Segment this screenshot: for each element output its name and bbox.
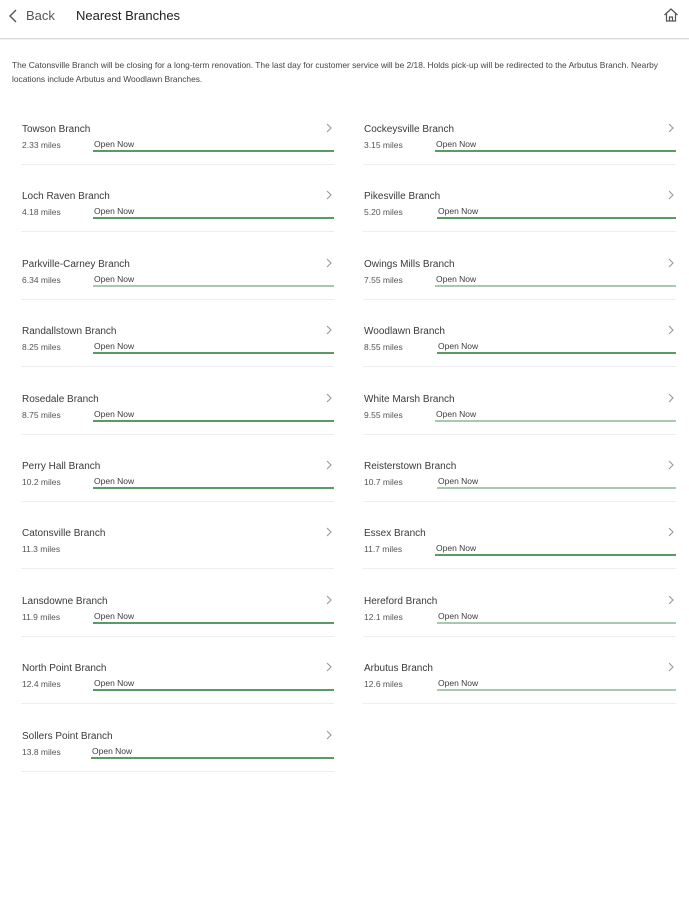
branch-row[interactable]: [21, 715, 334, 772]
branch-status: Open Now: [435, 543, 676, 556]
chevron-right-icon: [668, 190, 674, 200]
branch-distance: 5.20 miles: [364, 207, 403, 218]
branch-name: North Point Branch: [22, 663, 107, 675]
branch-distance: 12.4 miles: [22, 679, 61, 690]
branch-row[interactable]: [363, 512, 676, 569]
branch-name: Essex Branch: [364, 528, 426, 540]
chevron-right-icon: [326, 730, 332, 740]
branch-row[interactable]: [363, 108, 676, 165]
branch-distance: 10.7 miles: [364, 477, 403, 487]
branch-distance: 11.7 miles: [364, 544, 403, 555]
chevron-right-icon: [668, 325, 674, 335]
branch-distance: 9.55 miles: [364, 409, 403, 420]
branch-name: White Marsh Branch: [364, 393, 455, 405]
branch-name: Hereford Branch: [364, 595, 438, 607]
chevron-right-icon: [668, 393, 674, 403]
branch-status: Open Now: [435, 274, 676, 287]
branch-row[interactable]: [363, 175, 676, 232]
branch-status: Open Now: [93, 274, 334, 287]
chevron-right-icon: [326, 393, 332, 403]
home-icon: [663, 7, 679, 23]
branch-row[interactable]: [21, 243, 334, 300]
branch-status: Open Now: [437, 611, 676, 624]
branch-status: Open Now: [435, 139, 676, 152]
branch-distance: 12.1 miles: [364, 611, 403, 622]
branch-distance: 4.18 miles: [22, 207, 61, 218]
branch-row[interactable]: [363, 378, 676, 435]
branch-distance: 13.8 miles: [22, 746, 61, 757]
back-button[interactable]: [9, 8, 55, 23]
branch-name: Reisterstown Branch: [364, 461, 457, 472]
branch-distance: 11.3 miles: [22, 544, 61, 555]
branch-status: Open Now: [93, 611, 334, 624]
chevron-right-icon: [326, 123, 332, 133]
chevron-right-icon: [668, 123, 674, 133]
home-button[interactable]: [663, 7, 679, 28]
branch-row[interactable]: [363, 647, 676, 704]
branch-distance: 12.6 miles: [364, 679, 403, 690]
chevron-right-icon: [326, 527, 332, 537]
branch-name: Lansdowne Branch: [22, 595, 108, 607]
branch-name: Pikesville Branch: [364, 191, 441, 203]
branch-row[interactable]: [363, 243, 676, 300]
branch-row[interactable]: [21, 512, 334, 569]
branch-row[interactable]: [21, 175, 334, 232]
branch-name: Towson Branch: [22, 124, 91, 135]
chevron-right-icon: [326, 190, 332, 200]
branch-distance: 8.25 miles: [22, 342, 61, 353]
chevron-right-icon: [326, 258, 332, 268]
branch-row[interactable]: [21, 310, 334, 367]
branch-distance: 6.34 miles: [22, 274, 61, 285]
branch-name: Randallstown Branch: [22, 326, 117, 338]
chevron-right-icon: [326, 662, 332, 672]
branch-name: Catonsville Branch: [22, 528, 106, 540]
branch-distance: 3.15 miles: [364, 140, 403, 150]
branch-row[interactable]: [21, 647, 334, 704]
branch-status: Open Now: [93, 476, 334, 489]
branch-status: Open Now: [93, 409, 334, 422]
branch-name: Rosedale Branch: [22, 393, 99, 405]
branch-row[interactable]: [363, 445, 676, 502]
chevron-right-icon: [668, 527, 674, 537]
back-label: Back: [26, 8, 55, 23]
branch-name: Arbutus Branch: [364, 663, 433, 675]
chevron-left-icon: [9, 9, 18, 23]
branch-status: Open Now: [437, 476, 676, 489]
branch-name: Loch Raven Branch: [22, 191, 110, 203]
branch-name: Perry Hall Branch: [22, 461, 101, 472]
branch-distance: 8.75 miles: [22, 409, 61, 420]
branch-distance: 2.33 miles: [22, 140, 61, 150]
chevron-right-icon: [326, 460, 332, 470]
chevron-right-icon: [326, 325, 332, 335]
chevron-right-icon: [326, 595, 332, 605]
branch-status: Open Now: [435, 409, 676, 422]
branch-row[interactable]: [21, 445, 334, 502]
branch-status: Open Now: [93, 678, 334, 691]
branch-name: Woodlawn Branch: [364, 326, 445, 338]
branch-row[interactable]: [21, 108, 334, 165]
branch-name: Sollers Point Branch: [22, 730, 113, 742]
chevron-right-icon: [668, 595, 674, 605]
branch-status: Open Now: [437, 206, 676, 219]
branch-distance: 11.9 miles: [22, 611, 61, 622]
branch-name: Cockeysville Branch: [364, 124, 455, 135]
branch-status: Open Now: [437, 341, 676, 354]
chevron-right-icon: [668, 460, 674, 470]
branch-name: Parkville-Carney Branch: [22, 258, 130, 270]
branch-status: Open Now: [93, 206, 334, 219]
branch-name: Owings Mills Branch: [364, 258, 455, 270]
chevron-right-icon: [668, 258, 674, 268]
branch-row[interactable]: [21, 378, 334, 435]
branch-status: Open Now: [437, 678, 676, 691]
branch-distance: 7.55 miles: [364, 274, 403, 285]
branch-status: Open Now: [93, 139, 334, 152]
header-bar: [0, 0, 689, 39]
page-title: Nearest Branches: [76, 8, 181, 23]
branch-status: Open Now: [91, 746, 334, 759]
chevron-right-icon: [668, 662, 674, 672]
branch-status: Open Now: [93, 341, 334, 354]
closure-notice: The Catonsville Branch will be closing for a long-term renovation. The last day for customer service will be 2/18. Holds pick-up will be redirected to the Arbutus Branch. Nearby locations include Arbutus and Woodlawn Branches.: [12, 60, 658, 84]
branch-distance: 8.55 miles: [364, 342, 403, 353]
branch-row[interactable]: [363, 580, 676, 637]
branch-row[interactable]: [21, 580, 334, 637]
branch-row[interactable]: [363, 310, 676, 367]
branch-distance: 10.2 miles: [22, 477, 61, 487]
